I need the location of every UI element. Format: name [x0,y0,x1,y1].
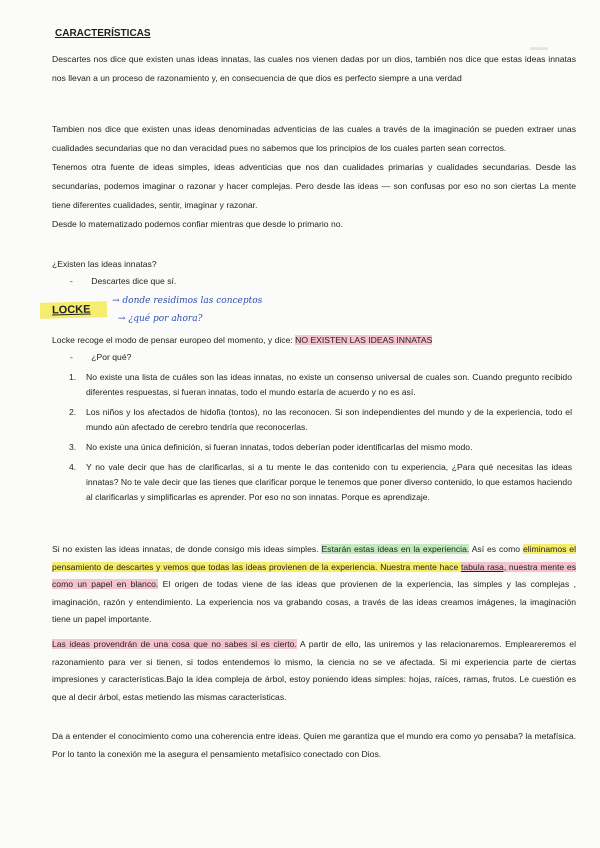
bleed-through-text: ▬▬ [530,42,548,52]
section-title: CARACTERÍSTICAS [55,28,151,39]
question-line: ¿Existen las ideas innatas? [52,259,157,269]
locke-heading-wrap [40,300,107,318]
handwritten-note-2: → ¿qué por ahora? [118,314,203,324]
list-item: 4. Y no vale decir que has de clarificarlas, si a tu mente le das contenido con tu experiencia, ¿Para qué necesitas las ideas innatas? No te vale decir que las tienes que clarificar porque le tenemos que poner diverso contenido, lo que estamos haciendo al clarificarlas y simplificarlas es aprender. Por eso no son innatas. Porque es aprendizaje. [69,462,572,502]
highlight-ideas-provendran: Las ideas provendrán de una cosa que no sabes si es cierto. [52,639,297,649]
locke-heading: LOCKE [40,301,107,319]
highlight-eliminamos: eliminamos el pensamiento de descartes y vemos que todas las ideas provienen de la experiencia. Nuestra mente hace [52,544,576,572]
paragraph-metafisica: Da a entender el conocimiento como una coherencia entre ideas. Quien me garantiza que el mundo era como yo pensaba? la metafísica. Por lo tanto la conexión me la asegura el pensamiento metafísico conectado con Dios. [52,731,576,759]
paragraph-descartes-innatas: Descartes nos dice que existen unas ideas innatas, las cuales nos vienen dadas por un dios, también nos dice que estas ideas innatas nos llevan a un proceso de razonamiento y, en consecuencia de que dios es perfecto siempre a una verdad [52,54,576,83]
list-item: 3. No existe una única definición, si fueran innatas, todos deberían poder identificarlas del mismo modo. [69,442,473,452]
reasons-list [52,370,572,510]
paragraph-ideas-provendran: Las ideas provendrán de una cosa que no sabes si es cierto. A partir de ello, las uniremos y las relacionaremos. Empleareremos el razonamiento para ver si tienen, si todos entendemos lo mismo, la ciencia no se ve afectada. Si mi experiencia parte de ciertas impresiones y características.Bajo la idea compleja de árbol, estoy poniendo ideas simples: hojas, raíces, ramas, frutos. Le cuestión es que al decir árbol, estas metiendo las mismas características. [52,639,576,702]
why-line: - ¿Por qué? [70,352,132,362]
paragraph-experiencia: Si no existen las ideas innatas, de donde consigo mis ideas simples. Estarán estas ideas en la experiencia. Así es como eliminamos el pensamiento de descartes y vemos que todas las ideas provienen de la experiencia. Nuestra mente hace tabula rasa, nuestra mente es como un papel en blanco. El origen de todas viene de las ideas que provienen de la experiencia, las simples y las complejas , imaginación, razón y entendimiento. La experiencia nos va grabando cosas, a través de las ideas creamos imágenes, la imaginación tiene un papel importante. [52,544,576,624]
highlight-no-ideas-innatas: NO EXISTEN LAS IDEAS INNATAS [295,335,433,345]
bullet-dash: - [70,352,73,362]
bullet-dash: - [70,276,73,286]
locke-intro: Locke recoge el modo de pensar europeo del momento, y dice: NO EXISTEN LAS IDEAS INNATAS [52,335,433,345]
paragraph-adventicias: Tambien nos dice que existen unas ideas denominadas adventicias de las cuales a través de la imaginación se pueden extraer unas cualidades secundarias que no dan veracidad pues no sabemos que los principios de los cuales parten sean correctos. Tenemos otra fuente de ideas simples, ideas adventicias que nos dan cualidades primarias y cualidades secundarias. Desde las secundarias, podemos imaginar o razonar y hacer complejas. Pero desde las ideas — son confusas por eso no son ciertas La mente tiene diferentes cualidades, sentir, imaginar y razonar. Desde lo matematizado podemos confiar mientras que desde lo primario no. [52,124,576,229]
list-item: 2. Los niños y los afectados de hidofia (tontos), no las reconocen. Si son independientes del mundo y de la experiencia, todo el mundo aún afectado de cerebro tendría que reconocerlas. [69,407,572,432]
answer-line: - Descartes dice que sí. [70,276,177,286]
tabula-rasa: tabula rasa, [460,561,507,572]
highlight-papel-blanco: nuestra mente es como un papel en blanco. [52,561,576,589]
handwritten-note-1: → donde residimos las conceptos [112,296,263,306]
highlight-experiencia: Estarán estas ideas en la experiencia. [321,544,470,554]
list-item: 1. No existe una lista de cuáles son las ideas innatas, no existe un consenso universal de cuales son. Cuando pregunto recibido diferentes respuestas, si fueran innatas, todo el mundo estaría de acuerdo y no es así. [69,372,572,397]
